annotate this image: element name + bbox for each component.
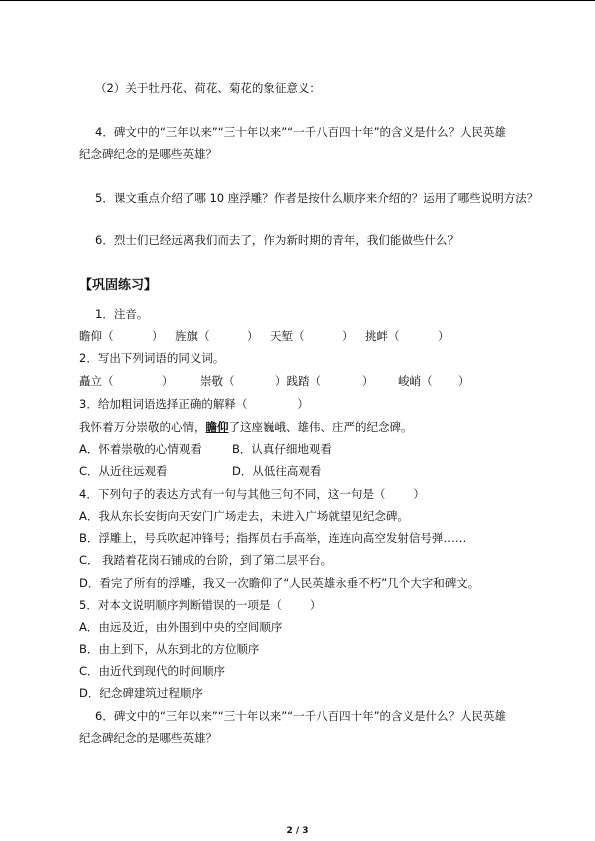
q1-item-2: 旌旗（ <box>175 329 210 343</box>
q6-line2: 纪念碑纪念的是哪些英雄？ <box>79 731 217 745</box>
q1-item-4: 挑衅（ <box>365 329 400 343</box>
q3-option-c: C．从近往远观看 <box>79 464 168 478</box>
q2-close-3: ） <box>362 374 374 388</box>
q6-line1: 6．碑文中的“三年以来”“三十年以来”“一千八百四十年”的含义是什么？人民英雄 <box>95 709 507 723</box>
q1-close-3: ） <box>342 329 354 343</box>
q3-option-d: D．从低往高观看 <box>232 464 322 478</box>
question-2-symbolism: （2）关于牡丹花、荷花、菊花的象征意义： <box>95 81 321 95</box>
q4-label-text: 4．下列句子的表达方式有一句与其他三句不同，这一句是（ <box>79 487 386 501</box>
q1-close-4: ） <box>438 329 450 343</box>
q1-close-1: ） <box>152 329 164 343</box>
question-4-line1: 4．碑文中的“三年以来”“三十年以来”“一千八百四十年”的含义是什么？人民英雄 <box>95 125 507 139</box>
q3-label-end: ） <box>297 397 309 411</box>
q2-item-3: ）践踏（ <box>275 374 321 388</box>
q1-close-2: ） <box>247 329 259 343</box>
q1-item-3: 天堑（ <box>270 329 305 343</box>
q2-item-1: 矗立（ <box>79 374 114 388</box>
q4-option-b: B．浮雕上，号兵吹起冲锋号；指挥员右手高举，连连向高空发射信号弹…… <box>79 531 467 545</box>
q3-sentence <box>79 419 413 435</box>
q3-sentence-before: 我怀着万分崇敬的心情， <box>79 420 206 434</box>
question-6: 6．烈士们已经远离我们而去了，作为新时期的青年，我们能做些什么？ <box>95 233 459 247</box>
q5-label-end: ） <box>309 598 322 612</box>
q3-label <box>79 396 309 412</box>
q5-option-a: A．由远及近，由外围到中央的空间顺序 <box>79 620 283 634</box>
q3-option-a: A．怀着崇敬的心情观看 <box>79 442 202 456</box>
q3-label-text: 3．给加粗词语选择正确的解释（ <box>79 397 248 411</box>
q2-item-4: 峻峭（ <box>398 374 433 388</box>
q2-item-2: 崇敬（ <box>200 374 235 388</box>
q5-option-b: B．由上到下，从东到北的方位顺序 <box>79 642 260 656</box>
q5-option-d: D．纪念碑建筑过程顺序 <box>79 686 203 700</box>
q3-option-b: B．认真仔细地观看 <box>232 442 332 456</box>
q2-close-1: ） <box>162 374 174 388</box>
q4-label-end: ） <box>413 487 425 501</box>
page-top-border <box>0 0 595 1</box>
q5-label <box>79 597 321 613</box>
section-title: 【巩固练习】 <box>79 278 158 293</box>
q4-option-d: D．看完了所有的浮雕，我又一次瞻仰了“人民英雄永垂不朽”几个大字和碑文。 <box>79 576 480 590</box>
q5-option-c: C．由近代到现代的时间顺序 <box>79 664 226 678</box>
question-4-line2: 纪念碑纪念的是哪些英雄？ <box>79 147 217 161</box>
question-5: 5．课文重点介绍了哪 10 座浮雕？作者是按什么顺序来介绍的？运用了哪些说明方法？ <box>95 191 539 205</box>
q3-bold-word: 瞻仰 <box>205 420 229 434</box>
q2-label: 2．写出下列词语的同义词。 <box>79 351 225 365</box>
q4-label <box>79 486 425 502</box>
q3-sentence-after: 了这座巍峨、雄伟、庄严的纪念碑。 <box>228 420 413 434</box>
page-number: 2 / 3 <box>286 826 309 836</box>
q1-item-1: 瞻仰（ <box>79 329 114 343</box>
q2-close-4: ） <box>458 374 470 388</box>
q4-option-c: C． 我踏着花岗石铺成的台阶，到了第二层平台。 <box>79 553 333 567</box>
q1-label: 1．注音。 <box>95 307 149 321</box>
q5-label-text: 5．对本文说明顺序判断错误的一项是（ <box>79 598 282 612</box>
q4-option-a: A．我从东长安街向天安门广场走去，未进入广场就望见纪念碑。 <box>79 509 409 523</box>
